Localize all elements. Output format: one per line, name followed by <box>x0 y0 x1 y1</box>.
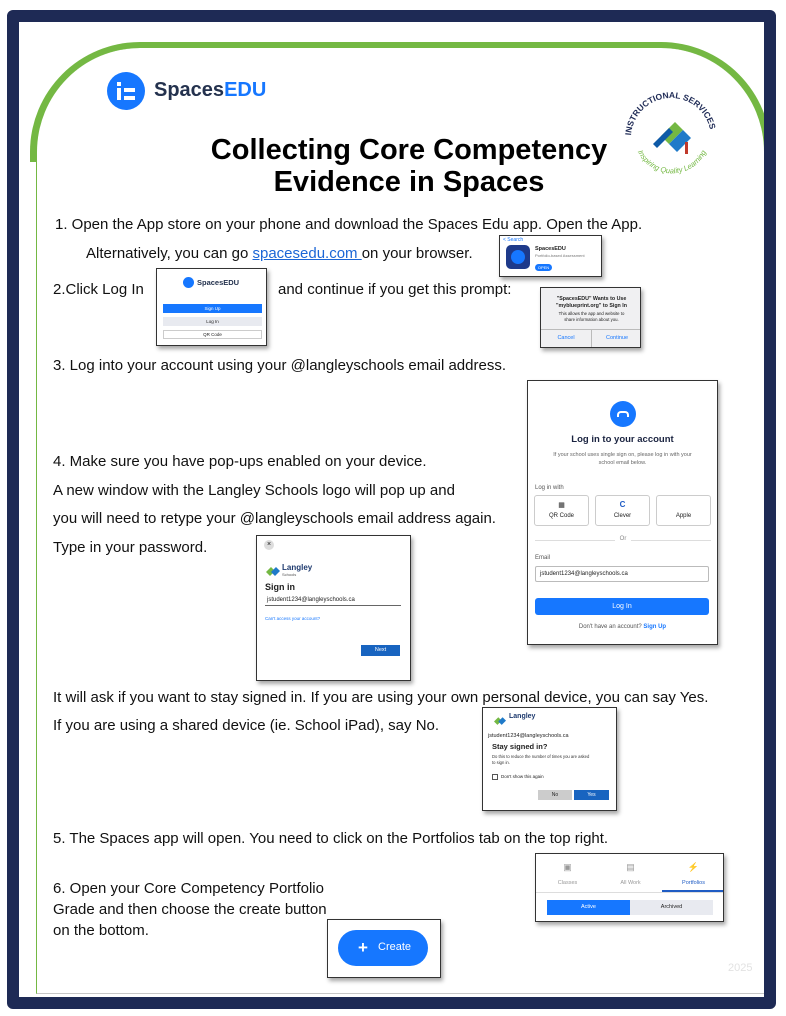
cancel-button[interactable]: Cancel <box>557 335 575 341</box>
qr-login-button[interactable]: ▦ QR Code <box>534 495 589 526</box>
active-segment[interactable]: Active <box>547 900 630 915</box>
step-2-continue: and continue if you get this prompt: <box>278 281 512 298</box>
account-login-button[interactable]: Log In <box>535 598 709 615</box>
continue-button[interactable]: Continue <box>605 335 629 341</box>
langley-small-logo-icon <box>494 713 506 722</box>
portfolio-tabs-screenshot <box>535 853 724 922</box>
permission-prompt: "SpacesEDU" Wants to Use "myblueprint.org" to Sign In This allows the app and website to share information about you. Cancel Continue <box>540 287 641 348</box>
step-5-text: 5. The Spaces app will open. You need to click on the Portfolios tab on the top right. <box>53 830 609 847</box>
instructional-services-seal <box>617 78 725 182</box>
tab-all-work[interactable]: All Work <box>620 880 641 886</box>
stay-signed-in-screenshot: Langley jstudent1234@langleyschools.ca Stay signed in? Do this to reduce the number of times you are asked to sign in. Don't show this again No Yes <box>482 707 617 811</box>
langley-logo-icon <box>266 564 280 574</box>
apple-login-button[interactable]: Apple <box>656 495 711 526</box>
classes-icon: ▣ <box>563 862 572 872</box>
account-login-screenshot: Log in to your account If your school uses single sign on, please log in with your school email below. Log in with ▦ QR Code C Clever Apple Or Email jstudent1234@langleyschools.ca Log In Don't have an account? Sign Up <box>527 380 718 645</box>
signup-link[interactable]: Sign Up <box>643 624 667 630</box>
dont-show-checkbox[interactable] <box>492 774 498 780</box>
stay-signed-in-line-2: If you are using a shared device (ie. School iPad), say No. <box>53 717 440 734</box>
step-3-text: 3. Log into your account using your @langleyschools email address. <box>53 357 506 374</box>
app-icon <box>506 245 530 269</box>
svg-text:Inspiring Quality Learning: Inspiring Quality Learning <box>635 148 708 176</box>
open-button[interactable]: OPEN <box>535 264 552 271</box>
yes-button[interactable]: Yes <box>574 790 609 800</box>
next-button[interactable]: Next <box>361 645 400 656</box>
cant-access-link[interactable]: Can't access your account? <box>265 616 321 621</box>
step-4-line-1: A new window with the Langley Schools logo will pop up and <box>53 482 455 499</box>
tab-portfolios[interactable]: Portfolios <box>682 880 705 886</box>
step-2-text: 2.Click Log In <box>53 281 144 298</box>
step-4-heading: 4. Make sure you have pop-ups enabled on your device. <box>53 453 427 470</box>
step-1-text: 1. Open the App store on your phone and download the Spaces Edu app. Open the App. <box>55 216 643 233</box>
ms-signin-screenshot: × Langley Schools Sign in jstudent1234@langleyschools.ca Can't access your account? Next <box>256 535 411 681</box>
brand-name: SpacesEDU <box>154 79 267 101</box>
create-button[interactable]: + Create <box>338 930 428 966</box>
email-field[interactable]: jstudent1234@langleyschools.ca <box>535 566 709 582</box>
step-1-alt: Alternatively, you can go spacesedu.com on your browser. <box>86 245 473 262</box>
close-icon[interactable]: × <box>264 540 274 550</box>
page-frame <box>7 10 776 1009</box>
stay-signed-in-line-1: It will ask if you want to stay signed in. If you are using your own personal device, you can say Yes. <box>53 689 709 706</box>
plus-icon: + <box>358 938 368 957</box>
login-button[interactable]: Log In <box>163 317 262 326</box>
no-button[interactable]: No <box>538 790 572 800</box>
spacesedu-mini-icon <box>183 277 194 288</box>
step-6-text: 6. Open your Core Competency Portfolio Grade and then choose the create button on the bottom. <box>53 880 327 939</box>
step-4-line-3: Type in your password. <box>53 539 208 556</box>
tab-classes[interactable]: Classes <box>557 880 578 886</box>
appstore-screenshot: < Search SpacesEDU Portfolio-based Assessment OPEN <box>499 235 602 277</box>
qr-code-button[interactable]: QR Code <box>163 330 262 339</box>
spacesedu-link[interactable]: spacesedu.com <box>252 245 362 262</box>
spacesedu-logo-icon <box>107 72 145 110</box>
clever-login-button[interactable]: C Clever <box>595 495 650 526</box>
portfolios-icon: ⚡ <box>687 862 700 872</box>
step-4-line-2: you will need to retype your @langleyschools email address again. <box>53 510 496 527</box>
signup-button[interactable]: Sign Up <box>163 304 262 313</box>
create-screenshot <box>327 919 441 978</box>
archived-segment[interactable]: Archived <box>630 900 713 915</box>
myblueprint-logo-icon <box>610 401 636 427</box>
page-title: Collecting Core Competency Evidence in Spaces <box>210 134 608 198</box>
watermark-year: 2025 <box>728 962 753 974</box>
all-work-icon: ▤ <box>626 862 635 872</box>
svg-text:INSTRUCTIONAL SERVICES: INSTRUCTIONAL SERVICES <box>623 89 718 136</box>
login-screenshot: SpacesEDU Sign Up Log In QR Code <box>156 268 267 346</box>
ms-email-field[interactable]: jstudent1234@langleyschools.ca <box>265 597 401 606</box>
